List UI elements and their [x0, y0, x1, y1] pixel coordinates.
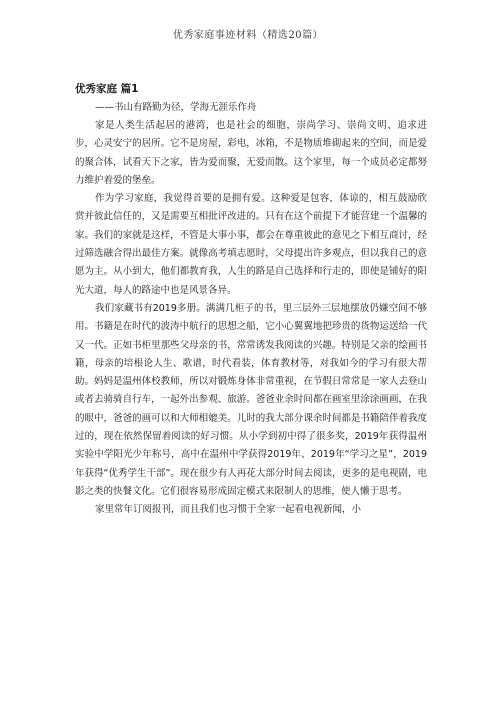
article-subtitle: ——书山有路勤为径，学海无涯乐作舟 — [95, 102, 257, 113]
paragraph-1: 家是人类生活起居的港湾，也是社会的细胞，崇尚学习、崇尚文明、追求进步，心灵安宁的居所。它不是房屋，彩电，冰箱，不是物质堆砌起来的空间，而是爱的聚合体，试看天下之家，皆为爱而聚，无爱而散。这个家里，每一个成员必定都努力维护着爱的堡垒。 — [75, 120, 427, 186]
paragraph-3: 我们家藏书有2019多册。满满几柜子的书，里三层外三层地摆放仍嫌空间不够用。书籍是在时代的波涛中航行的思想之船，它小心翼翼地把珍贵的货物运送给一代又一代。正如书柜里那些父母亲的书，常常诱发我阅读的兴趣。特别是父亲的绘画书籍，母亲的培根论人生、歌谱，时代看装，体育教材等，对我如今的学习有很大帮助。妈妈是温州体校教师，所以对锻炼身体非常重视，在节假日常常是一家人去登山或者去骑骑自行车，一起外出参观、旅游。爸爸业余时间都在画室里涂涂画画，在我的眼中，爸爸的画可以和大师相媲美。儿时的我大部分课余时间都是书籍陪伴着我度过的，现在依然保留着阅读的好习惯。从小学到初中得了很多奖，2019年获得温州实验中学阳光少年称号，高中在温州中学获得2019年、2019年“学习之星”，2019年获得“优秀学生干部”。现在很少有人再花大部分时间去阅读，更多的是电视剧，电影之类的快餐文化。它们很容易形成固定模式来限制人的思维，使人懒于思考。 — [75, 302, 427, 497]
paragraph-2: 作为学习家庭，我觉得首要的是拥有爱。这种爱是包容，体谅的，相互鼓励欣赏并彼此信任的，又是需要互相批评改进的。只有在这个前提下才能营建一个温馨的家。我们的家就是这样，不管是大事小事，都会在尊重彼此的意见之下相互商讨，经过筛选融合得出最佳方案。就像高考填志愿时，父母提出许多观点，但以我自己的意愿为主。从小到大，他们都教育我，人生的路是自己选择和行走的，即使是铺好的阳光大道，每人的路途中也是风景各异。 — [75, 193, 427, 296]
document-header: 优秀家庭事迹材料（精选20篇） — [172, 30, 324, 41]
paragraph-4: 家里常年订阅报刊，而且我们也习惯于全家一起看电视新闻，小 — [95, 504, 362, 516]
article-body — [75, 80, 427, 520]
section-title: 优秀家庭 篇1 — [75, 83, 139, 95]
